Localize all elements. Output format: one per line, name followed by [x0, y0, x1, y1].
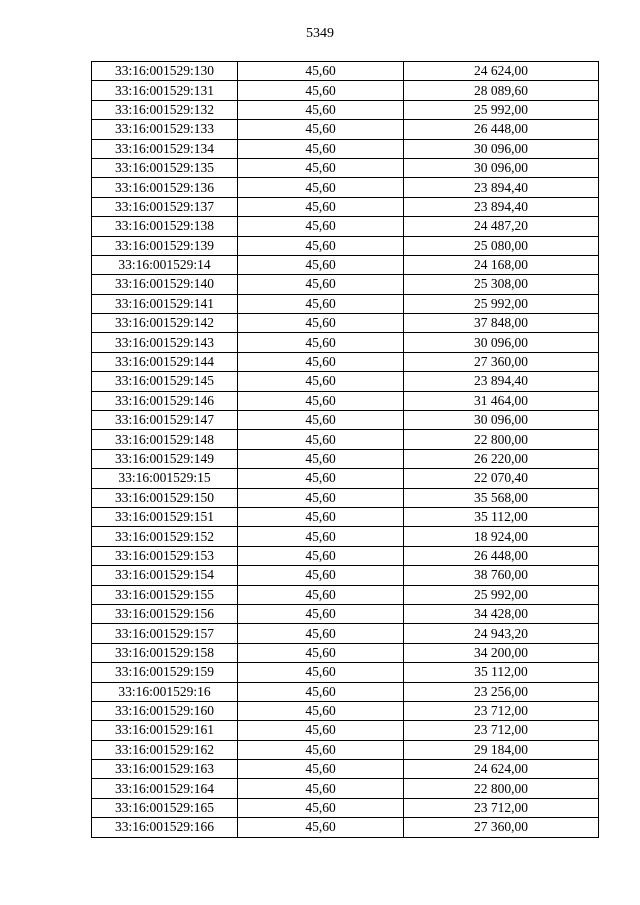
- table-row: [92, 488, 599, 507]
- value-cell: 38 760,00: [404, 566, 599, 585]
- area-cell: 45,60: [238, 740, 404, 759]
- table-row: [92, 449, 599, 468]
- table-row: [92, 779, 599, 798]
- table-row: [92, 333, 599, 352]
- cadastral-number-cell: 33:16:001529:155: [92, 585, 238, 604]
- value-cell: 25 080,00: [404, 236, 599, 255]
- value-cell: 26 448,00: [404, 546, 599, 565]
- area-cell: 45,60: [238, 411, 404, 430]
- table-row: [92, 663, 599, 682]
- cadastral-number-cell: 33:16:001529:149: [92, 449, 238, 468]
- area-cell: 45,60: [238, 449, 404, 468]
- table-row: [92, 701, 599, 720]
- area-cell: 45,60: [238, 701, 404, 720]
- cadastral-number-cell: 33:16:001529:150: [92, 488, 238, 507]
- cadastral-number-cell: 33:16:001529:144: [92, 352, 238, 371]
- value-cell: 22 070,40: [404, 469, 599, 488]
- area-cell: 45,60: [238, 100, 404, 119]
- value-cell: 23 712,00: [404, 701, 599, 720]
- table-row: [92, 120, 599, 139]
- area-cell: 45,60: [238, 314, 404, 333]
- value-cell: 26 448,00: [404, 120, 599, 139]
- value-cell: 31 464,00: [404, 391, 599, 410]
- area-cell: 45,60: [238, 721, 404, 740]
- table-row: [92, 352, 599, 371]
- area-cell: 45,60: [238, 682, 404, 701]
- table-row: [92, 139, 599, 158]
- area-cell: 45,60: [238, 469, 404, 488]
- area-cell: 45,60: [238, 333, 404, 352]
- cadastral-number-cell: 33:16:001529:160: [92, 701, 238, 720]
- value-cell: 24 487,20: [404, 217, 599, 236]
- cadastral-number-cell: 33:16:001529:156: [92, 604, 238, 623]
- area-cell: 45,60: [238, 120, 404, 139]
- cadastral-number-cell: 33:16:001529:154: [92, 566, 238, 585]
- value-cell: 27 360,00: [404, 352, 599, 371]
- area-cell: 45,60: [238, 352, 404, 371]
- cadastral-number-cell: 33:16:001529:145: [92, 372, 238, 391]
- cadastral-number-cell: 33:16:001529:162: [92, 740, 238, 759]
- table-row: [92, 391, 599, 410]
- value-cell: 22 800,00: [404, 779, 599, 798]
- value-cell: 24 624,00: [404, 62, 599, 81]
- table-body: [92, 62, 599, 838]
- cadastral-number-cell: 33:16:001529:151: [92, 507, 238, 526]
- cadastral-number-cell: 33:16:001529:135: [92, 158, 238, 177]
- table-row: [92, 624, 599, 643]
- cadastral-number-cell: 33:16:001529:147: [92, 411, 238, 430]
- cadastral-number-cell: 33:16:001529:137: [92, 197, 238, 216]
- cadastral-number-cell: 33:16:001529:158: [92, 643, 238, 662]
- table-row: [92, 236, 599, 255]
- table-row: [92, 469, 599, 488]
- cadastral-number-cell: 33:16:001529:164: [92, 779, 238, 798]
- cadastral-number-cell: 33:16:001529:141: [92, 294, 238, 313]
- area-cell: 45,60: [238, 139, 404, 158]
- cadastral-number-cell: 33:16:001529:133: [92, 120, 238, 139]
- table-row: [92, 740, 599, 759]
- cadastral-number-cell: 33:16:001529:16: [92, 682, 238, 701]
- area-cell: 45,60: [238, 798, 404, 817]
- value-cell: 24 168,00: [404, 255, 599, 274]
- area-cell: 45,60: [238, 217, 404, 236]
- cadastral-number-cell: 33:16:001529:140: [92, 275, 238, 294]
- area-cell: 45,60: [238, 663, 404, 682]
- table-row: [92, 430, 599, 449]
- table-row: [92, 275, 599, 294]
- area-cell: 45,60: [238, 643, 404, 662]
- value-cell: 23 712,00: [404, 798, 599, 817]
- area-cell: 45,60: [238, 236, 404, 255]
- cadastral-number-cell: 33:16:001529:152: [92, 527, 238, 546]
- value-cell: 23 894,40: [404, 372, 599, 391]
- cadastral-number-cell: 33:16:001529:165: [92, 798, 238, 817]
- table-row: [92, 62, 599, 81]
- cadastral-number-cell: 33:16:001529:146: [92, 391, 238, 410]
- table-row: [92, 217, 599, 236]
- value-cell: 24 943,20: [404, 624, 599, 643]
- value-cell: 25 992,00: [404, 585, 599, 604]
- area-cell: 45,60: [238, 372, 404, 391]
- cadastral-number-cell: 33:16:001529:139: [92, 236, 238, 255]
- value-cell: 30 096,00: [404, 411, 599, 430]
- table-row: [92, 760, 599, 779]
- value-cell: 30 096,00: [404, 158, 599, 177]
- area-cell: 45,60: [238, 546, 404, 565]
- area-cell: 45,60: [238, 624, 404, 643]
- cadastral-number-cell: 33:16:001529:14: [92, 255, 238, 274]
- cadastral-number-cell: 33:16:001529:148: [92, 430, 238, 449]
- cadastral-number-cell: 33:16:001529:163: [92, 760, 238, 779]
- cadastral-number-cell: 33:16:001529:142: [92, 314, 238, 333]
- cadastral-number-cell: 33:16:001529:153: [92, 546, 238, 565]
- table-row: [92, 411, 599, 430]
- value-cell: 23 256,00: [404, 682, 599, 701]
- area-cell: 45,60: [238, 760, 404, 779]
- area-cell: 45,60: [238, 158, 404, 177]
- table-row: [92, 682, 599, 701]
- value-cell: 25 992,00: [404, 100, 599, 119]
- value-cell: 24 624,00: [404, 760, 599, 779]
- cadastral-number-cell: 33:16:001529:134: [92, 139, 238, 158]
- area-cell: 45,60: [238, 81, 404, 100]
- table-row: [92, 818, 599, 837]
- table-row: [92, 158, 599, 177]
- value-cell: 34 200,00: [404, 643, 599, 662]
- table-row: [92, 798, 599, 817]
- table-row: [92, 294, 599, 313]
- table-row: [92, 100, 599, 119]
- table-row: [92, 507, 599, 526]
- value-cell: 30 096,00: [404, 139, 599, 158]
- cadastral-number-cell: 33:16:001529:131: [92, 81, 238, 100]
- area-cell: 45,60: [238, 527, 404, 546]
- area-cell: 45,60: [238, 178, 404, 197]
- table-row: [92, 197, 599, 216]
- area-cell: 45,60: [238, 507, 404, 526]
- cadastral-number-cell: 33:16:001529:166: [92, 818, 238, 837]
- cadastral-number-cell: 33:16:001529:138: [92, 217, 238, 236]
- table-row: [92, 721, 599, 740]
- value-cell: 23 894,40: [404, 178, 599, 197]
- value-cell: 27 360,00: [404, 818, 599, 837]
- cadastral-number-cell: 33:16:001529:157: [92, 624, 238, 643]
- table-row: [92, 546, 599, 565]
- cadastral-number-cell: 33:16:001529:161: [92, 721, 238, 740]
- table-row: [92, 566, 599, 585]
- area-cell: 45,60: [238, 604, 404, 623]
- area-cell: 45,60: [238, 62, 404, 81]
- area-cell: 45,60: [238, 255, 404, 274]
- cadastral-number-cell: 33:16:001529:132: [92, 100, 238, 119]
- value-cell: 22 800,00: [404, 430, 599, 449]
- value-cell: 29 184,00: [404, 740, 599, 759]
- value-cell: 18 924,00: [404, 527, 599, 546]
- cadastral-number-cell: 33:16:001529:159: [92, 663, 238, 682]
- value-cell: 23 712,00: [404, 721, 599, 740]
- table-row: [92, 314, 599, 333]
- table-row: [92, 604, 599, 623]
- table-row: [92, 643, 599, 662]
- value-cell: 26 220,00: [404, 449, 599, 468]
- value-cell: 28 089,60: [404, 81, 599, 100]
- area-cell: 45,60: [238, 585, 404, 604]
- area-cell: 45,60: [238, 566, 404, 585]
- cadastral-number-cell: 33:16:001529:130: [92, 62, 238, 81]
- area-cell: 45,60: [238, 275, 404, 294]
- area-cell: 45,60: [238, 488, 404, 507]
- value-cell: 25 992,00: [404, 294, 599, 313]
- area-cell: 45,60: [238, 430, 404, 449]
- value-cell: 34 428,00: [404, 604, 599, 623]
- area-cell: 45,60: [238, 391, 404, 410]
- value-cell: 25 308,00: [404, 275, 599, 294]
- table-row: [92, 527, 599, 546]
- area-cell: 45,60: [238, 197, 404, 216]
- area-cell: 45,60: [238, 818, 404, 837]
- table-row: [92, 255, 599, 274]
- cadastral-number-cell: 33:16:001529:136: [92, 178, 238, 197]
- value-cell: 37 848,00: [404, 314, 599, 333]
- page-number: 5349: [306, 26, 334, 41]
- table-row: [92, 372, 599, 391]
- area-cell: 45,60: [238, 294, 404, 313]
- value-cell: 30 096,00: [404, 333, 599, 352]
- value-cell: 23 894,40: [404, 197, 599, 216]
- value-cell: 35 112,00: [404, 507, 599, 526]
- area-cell: 45,60: [238, 779, 404, 798]
- cadastral-number-cell: 33:16:001529:143: [92, 333, 238, 352]
- value-cell: 35 568,00: [404, 488, 599, 507]
- table-row: [92, 81, 599, 100]
- cadastral-number-cell: 33:16:001529:15: [92, 469, 238, 488]
- table-row: [92, 178, 599, 197]
- cadastral-table: [91, 61, 599, 838]
- value-cell: 35 112,00: [404, 663, 599, 682]
- table-row: [92, 585, 599, 604]
